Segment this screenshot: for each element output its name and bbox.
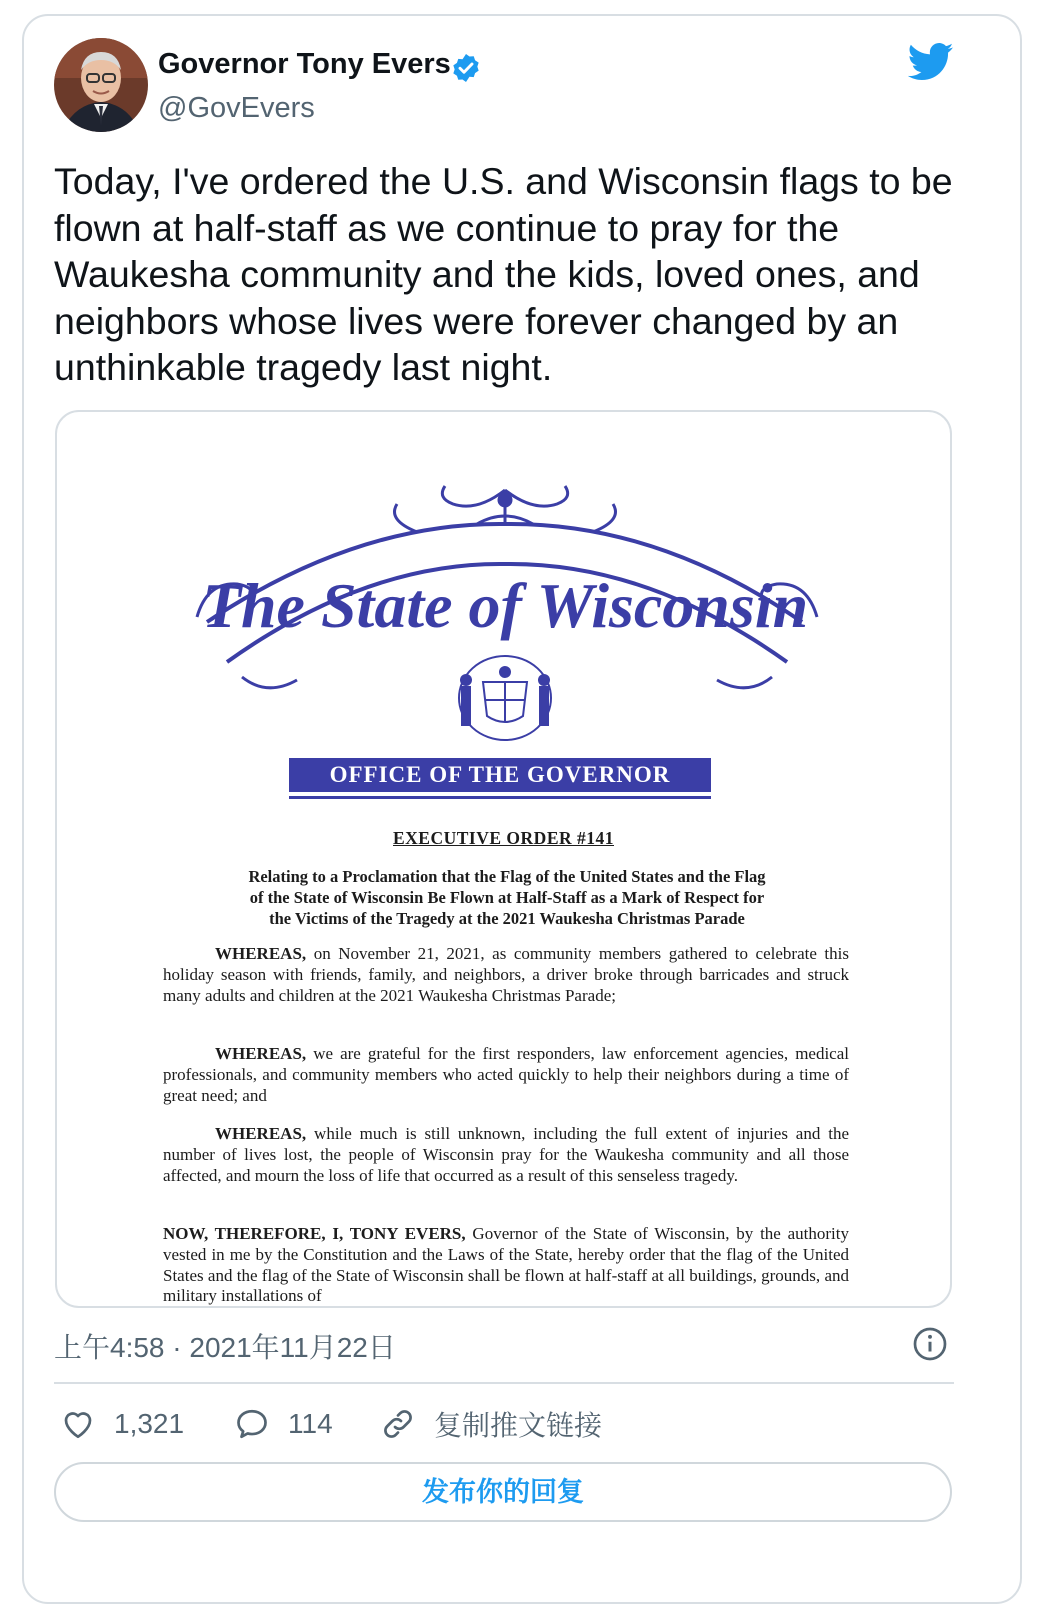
- paragraph-lead: WHEREAS,: [215, 944, 307, 963]
- state-of-wisconsin-script: The State of Wisconsin: [201, 570, 809, 641]
- relating-line: of the State of Wisconsin Be Flown at Half-Staff as a Mark of Respect for: [249, 888, 765, 907]
- paragraph-text: Governor of the State of Wisconsin, by the authority vested in me by the Constitution and the Laws of the State, hereby order that the flag of the United States and the flag of the State of Wisconsin shall be flown at half-staff at all buildings, grounds, and military installations of: [163, 1224, 849, 1306]
- copy-link-label: 复制推文链接: [434, 1410, 603, 1441]
- link-icon: [380, 1406, 416, 1442]
- comment-icon: [234, 1406, 270, 1442]
- relating-heading: [157, 866, 857, 929]
- verified-badge-icon: [450, 52, 482, 84]
- paragraph-lead: WHEREAS,: [215, 1044, 307, 1063]
- paragraph-text: while much is still unknown, including the full extent of injuries and the number of lives lost, the people of Wisconsin pray for the Waukesha community and all those affected, and mourn the loss of life that occurred as a result of this senseless tragedy.: [163, 1124, 849, 1185]
- banner-rule: [289, 796, 711, 799]
- tweet-media-image[interactable]: [55, 410, 952, 1308]
- info-icon[interactable]: [912, 1326, 948, 1362]
- heart-icon: [60, 1406, 96, 1442]
- reply-count-button[interactable]: [234, 1402, 333, 1446]
- like-button[interactable]: [60, 1402, 184, 1446]
- twitter-bird-icon[interactable]: [908, 42, 954, 82]
- whereas-paragraph-3: [163, 1124, 849, 1186]
- tweet-text: Today, I've ordered the U.S. and Wisconsin flags to be flown at half-staff as we continue to pray for the Waukesha community and the kids, loved ones, and neighbors whose lives were forever changed by an unthinkable tragedy last night.: [54, 160, 953, 388]
- paragraph-text: we are grateful for the first responders, law enforcement agencies, medical professionals, and community members who acted quickly to help their neighbors during a time of great need; and: [163, 1044, 849, 1105]
- executive-order-title: EXECUTIVE ORDER #141: [393, 828, 614, 848]
- paragraph-lead: WHEREAS,: [215, 1124, 307, 1143]
- copy-link-button[interactable]: [380, 1402, 602, 1446]
- office-of-the-governor-banner: OFFICE OF THE GOVERNOR: [289, 758, 711, 792]
- relating-line: Relating to a Proclamation that the Flag of the United States and the Flag: [248, 867, 766, 886]
- now-therefore-paragraph: [163, 1224, 849, 1307]
- wisconsin-letterhead-logo: [57, 412, 952, 752]
- paragraph-text: on November 21, 2021, as community members gathered to celebrate this holiday season with friends, family, and neighbors, a driver broke through barricades and struck many adults and children at the 2021 Waukesha Christmas Parade;: [163, 944, 849, 1005]
- tweet-timestamp[interactable]: 上午4:58 · 2021年11月22日: [54, 1332, 396, 1363]
- like-count: 1,321: [114, 1408, 185, 1439]
- relating-line: the Victims of the Tragedy at the 2021 Waukesha Christmas Parade: [269, 909, 745, 928]
- whereas-paragraph-2: [163, 1044, 849, 1106]
- post-reply-button[interactable]: 发布你的回复: [54, 1462, 952, 1522]
- paragraph-lead: NOW, THEREFORE, I, TONY EVERS,: [163, 1224, 466, 1243]
- executive-order-document: [57, 412, 950, 1306]
- reply-count: 114: [288, 1408, 333, 1439]
- author-name[interactable]: Governor Tony Evers: [158, 48, 451, 80]
- divider: [54, 1382, 954, 1384]
- author-handle[interactable]: @GovEvers: [158, 92, 315, 124]
- whereas-paragraph-1: [163, 944, 849, 1006]
- avatar[interactable]: [54, 38, 148, 132]
